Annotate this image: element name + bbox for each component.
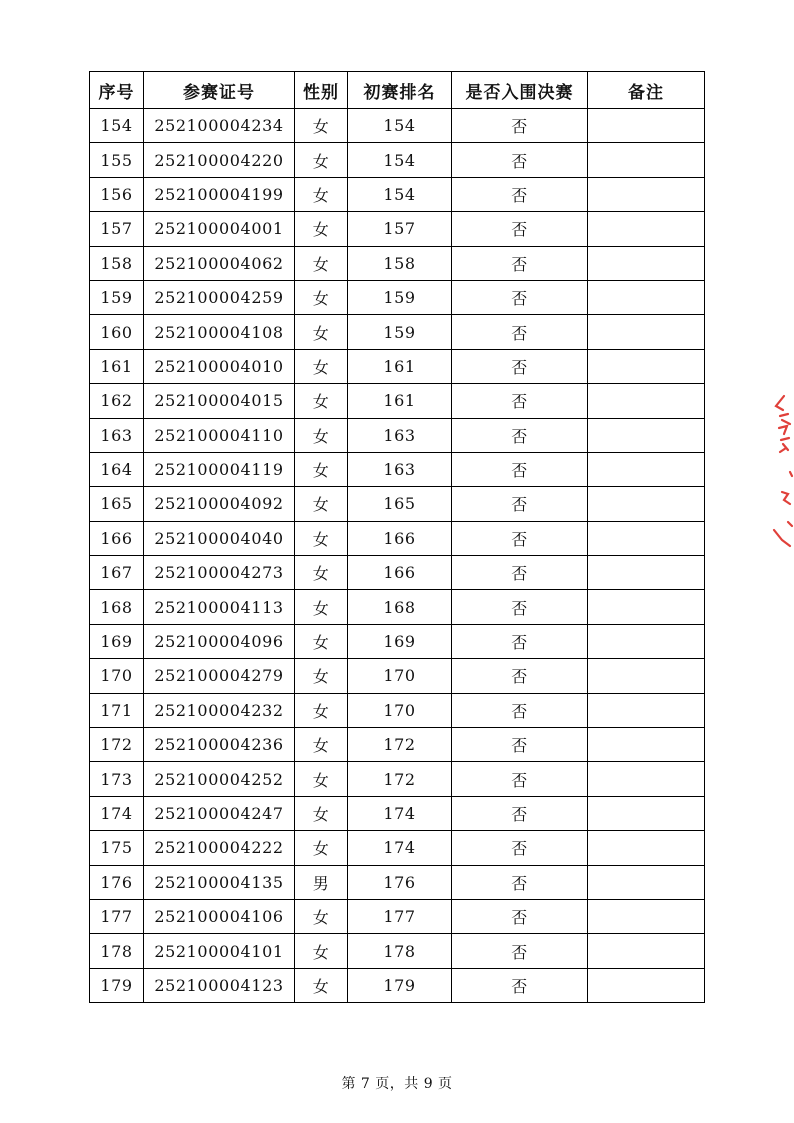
cell-remarks bbox=[588, 556, 705, 590]
cell-gender: 女 bbox=[295, 418, 348, 452]
cell-seq: 170 bbox=[90, 659, 144, 693]
cell-entry-id: 252100004092 bbox=[144, 487, 295, 521]
cell-remarks bbox=[588, 212, 705, 246]
cell-seq: 162 bbox=[90, 384, 144, 418]
cell-remarks bbox=[588, 831, 705, 865]
cell-gender: 女 bbox=[295, 315, 348, 349]
header-finalist: 是否入围决赛 bbox=[452, 72, 588, 109]
cell-remarks bbox=[588, 762, 705, 796]
table-row bbox=[90, 934, 705, 968]
cell-finalist: 否 bbox=[452, 865, 588, 899]
table-row bbox=[90, 728, 705, 762]
cell-seq: 157 bbox=[90, 212, 144, 246]
cell-entry-id: 252100004113 bbox=[144, 590, 295, 624]
page-footer: 第 7 页，共 9 页 bbox=[341, 1076, 453, 1092]
cell-prelim-rank: 179 bbox=[348, 968, 452, 1002]
cell-finalist: 否 bbox=[452, 521, 588, 555]
cell-remarks bbox=[588, 659, 705, 693]
cell-prelim-rank: 172 bbox=[348, 728, 452, 762]
cell-finalist: 否 bbox=[452, 418, 588, 452]
cell-seq: 155 bbox=[90, 143, 144, 177]
cell-entry-id: 252100004123 bbox=[144, 968, 295, 1002]
cell-seq: 166 bbox=[90, 521, 144, 555]
cell-prelim-rank: 166 bbox=[348, 556, 452, 590]
cell-finalist: 否 bbox=[452, 109, 588, 143]
cell-prelim-rank: 154 bbox=[348, 177, 452, 211]
table-row bbox=[90, 556, 705, 590]
cell-gender: 女 bbox=[295, 899, 348, 933]
table-body bbox=[90, 109, 705, 1003]
cell-remarks bbox=[588, 143, 705, 177]
cell-prelim-rank: 163 bbox=[348, 452, 452, 486]
cell-entry-id: 252100004010 bbox=[144, 349, 295, 383]
cell-finalist: 否 bbox=[452, 831, 588, 865]
cell-prelim-rank: 165 bbox=[348, 487, 452, 521]
cell-finalist: 否 bbox=[452, 728, 588, 762]
cell-remarks bbox=[588, 315, 705, 349]
table-row bbox=[90, 762, 705, 796]
cell-prelim-rank: 174 bbox=[348, 796, 452, 830]
cell-remarks bbox=[588, 934, 705, 968]
cell-remarks bbox=[588, 693, 705, 727]
cell-gender: 女 bbox=[295, 590, 348, 624]
cell-prelim-rank: 168 bbox=[348, 590, 452, 624]
cell-remarks bbox=[588, 177, 705, 211]
cell-remarks bbox=[588, 899, 705, 933]
table-row bbox=[90, 968, 705, 1002]
table-row bbox=[90, 624, 705, 658]
cell-seq: 168 bbox=[90, 590, 144, 624]
cell-remarks bbox=[588, 624, 705, 658]
cell-seq: 171 bbox=[90, 693, 144, 727]
cell-seq: 167 bbox=[90, 556, 144, 590]
cell-finalist: 否 bbox=[452, 384, 588, 418]
cell-prelim-rank: 163 bbox=[348, 418, 452, 452]
cell-gender: 女 bbox=[295, 487, 348, 521]
table-row bbox=[90, 349, 705, 383]
cell-finalist: 否 bbox=[452, 693, 588, 727]
cell-gender: 女 bbox=[295, 556, 348, 590]
cell-prelim-rank: 172 bbox=[348, 762, 452, 796]
cell-gender: 女 bbox=[295, 659, 348, 693]
cell-gender: 女 bbox=[295, 831, 348, 865]
cell-finalist: 否 bbox=[452, 143, 588, 177]
cell-gender: 女 bbox=[295, 384, 348, 418]
cell-gender: 女 bbox=[295, 693, 348, 727]
cell-remarks bbox=[588, 968, 705, 1002]
cell-prelim-rank: 154 bbox=[348, 143, 452, 177]
cell-remarks bbox=[588, 487, 705, 521]
cell-prelim-rank: 159 bbox=[348, 315, 452, 349]
cell-prelim-rank: 154 bbox=[348, 109, 452, 143]
cell-prelim-rank: 166 bbox=[348, 521, 452, 555]
cell-entry-id: 252100004273 bbox=[144, 556, 295, 590]
cell-finalist: 否 bbox=[452, 246, 588, 280]
red-seal-stamp bbox=[770, 390, 794, 550]
cell-seq: 176 bbox=[90, 865, 144, 899]
cell-seq: 154 bbox=[90, 109, 144, 143]
cell-gender: 女 bbox=[295, 521, 348, 555]
cell-remarks bbox=[588, 521, 705, 555]
cell-entry-id: 252100004199 bbox=[144, 177, 295, 211]
header-gender: 性别 bbox=[295, 72, 348, 109]
table-row bbox=[90, 659, 705, 693]
cell-entry-id: 252100004101 bbox=[144, 934, 295, 968]
cell-gender: 女 bbox=[295, 624, 348, 658]
table-row bbox=[90, 865, 705, 899]
cell-prelim-rank: 174 bbox=[348, 831, 452, 865]
table-row bbox=[90, 521, 705, 555]
cell-prelim-rank: 169 bbox=[348, 624, 452, 658]
cell-prelim-rank: 170 bbox=[348, 659, 452, 693]
cell-seq: 164 bbox=[90, 452, 144, 486]
cell-entry-id: 252100004001 bbox=[144, 212, 295, 246]
cell-gender: 女 bbox=[295, 934, 348, 968]
cell-entry-id: 252100004015 bbox=[144, 384, 295, 418]
table-row bbox=[90, 899, 705, 933]
cell-remarks bbox=[588, 796, 705, 830]
cell-entry-id: 252100004119 bbox=[144, 452, 295, 486]
cell-seq: 175 bbox=[90, 831, 144, 865]
cell-entry-id: 252100004040 bbox=[144, 521, 295, 555]
cell-finalist: 否 bbox=[452, 280, 588, 314]
cell-gender: 女 bbox=[295, 177, 348, 211]
table-row bbox=[90, 796, 705, 830]
cell-seq: 158 bbox=[90, 246, 144, 280]
cell-finalist: 否 bbox=[452, 899, 588, 933]
table-row bbox=[90, 590, 705, 624]
table-row bbox=[90, 384, 705, 418]
cell-entry-id: 252100004236 bbox=[144, 728, 295, 762]
cell-seq: 161 bbox=[90, 349, 144, 383]
cell-gender: 女 bbox=[295, 968, 348, 1002]
cell-seq: 163 bbox=[90, 418, 144, 452]
cell-remarks bbox=[588, 384, 705, 418]
cell-prelim-rank: 170 bbox=[348, 693, 452, 727]
cell-gender: 男 bbox=[295, 865, 348, 899]
cell-finalist: 否 bbox=[452, 659, 588, 693]
cell-gender: 女 bbox=[295, 762, 348, 796]
cell-finalist: 否 bbox=[452, 762, 588, 796]
cell-prelim-rank: 178 bbox=[348, 934, 452, 968]
table-row bbox=[90, 143, 705, 177]
cell-entry-id: 252100004234 bbox=[144, 109, 295, 143]
cell-entry-id: 252100004247 bbox=[144, 796, 295, 830]
cell-remarks bbox=[588, 728, 705, 762]
header-row bbox=[90, 72, 705, 109]
cell-remarks bbox=[588, 349, 705, 383]
cell-finalist: 否 bbox=[452, 968, 588, 1002]
cell-gender: 女 bbox=[295, 212, 348, 246]
table-row bbox=[90, 452, 705, 486]
cell-seq: 172 bbox=[90, 728, 144, 762]
cell-seq: 169 bbox=[90, 624, 144, 658]
cell-entry-id: 252100004110 bbox=[144, 418, 295, 452]
cell-gender: 女 bbox=[295, 109, 348, 143]
cell-gender: 女 bbox=[295, 796, 348, 830]
table-header bbox=[90, 72, 705, 109]
cell-seq: 165 bbox=[90, 487, 144, 521]
cell-entry-id: 252100004106 bbox=[144, 899, 295, 933]
cell-entry-id: 252100004259 bbox=[144, 280, 295, 314]
cell-entry-id: 252100004062 bbox=[144, 246, 295, 280]
table-row bbox=[90, 315, 705, 349]
cell-entry-id: 252100004108 bbox=[144, 315, 295, 349]
cell-prelim-rank: 161 bbox=[348, 349, 452, 383]
cell-prelim-rank: 161 bbox=[348, 384, 452, 418]
cell-entry-id: 252100004096 bbox=[144, 624, 295, 658]
cell-finalist: 否 bbox=[452, 177, 588, 211]
cell-gender: 女 bbox=[295, 143, 348, 177]
cell-prelim-rank: 176 bbox=[348, 865, 452, 899]
table-row bbox=[90, 246, 705, 280]
cell-prelim-rank: 159 bbox=[348, 280, 452, 314]
table-row bbox=[90, 280, 705, 314]
cell-remarks bbox=[588, 246, 705, 280]
header-prelim-rank: 初赛排名 bbox=[348, 72, 452, 109]
cell-prelim-rank: 158 bbox=[348, 246, 452, 280]
cell-entry-id: 252100004222 bbox=[144, 831, 295, 865]
cell-finalist: 否 bbox=[452, 624, 588, 658]
header-entry-id: 参赛证号 bbox=[144, 72, 295, 109]
cell-finalist: 否 bbox=[452, 934, 588, 968]
cell-gender: 女 bbox=[295, 246, 348, 280]
table-row bbox=[90, 212, 705, 246]
cell-finalist: 否 bbox=[452, 556, 588, 590]
cell-seq: 174 bbox=[90, 796, 144, 830]
cell-remarks bbox=[588, 452, 705, 486]
cell-seq: 178 bbox=[90, 934, 144, 968]
cell-finalist: 否 bbox=[452, 487, 588, 521]
table-row bbox=[90, 487, 705, 521]
table-row bbox=[90, 831, 705, 865]
table-row bbox=[90, 109, 705, 143]
cell-finalist: 否 bbox=[452, 796, 588, 830]
cell-gender: 女 bbox=[295, 452, 348, 486]
cell-remarks bbox=[588, 109, 705, 143]
cell-finalist: 否 bbox=[452, 212, 588, 246]
cell-finalist: 否 bbox=[452, 590, 588, 624]
cell-entry-id: 252100004232 bbox=[144, 693, 295, 727]
cell-remarks bbox=[588, 418, 705, 452]
cell-seq: 160 bbox=[90, 315, 144, 349]
cell-seq: 179 bbox=[90, 968, 144, 1002]
cell-entry-id: 252100004135 bbox=[144, 865, 295, 899]
cell-gender: 女 bbox=[295, 280, 348, 314]
cell-seq: 177 bbox=[90, 899, 144, 933]
cell-finalist: 否 bbox=[452, 315, 588, 349]
cell-gender: 女 bbox=[295, 349, 348, 383]
cell-entry-id: 252100004279 bbox=[144, 659, 295, 693]
cell-prelim-rank: 177 bbox=[348, 899, 452, 933]
results-table bbox=[89, 71, 705, 1003]
header-remarks: 备注 bbox=[588, 72, 705, 109]
cell-remarks bbox=[588, 590, 705, 624]
cell-seq: 156 bbox=[90, 177, 144, 211]
table-row bbox=[90, 418, 705, 452]
cell-entry-id: 252100004220 bbox=[144, 143, 295, 177]
cell-remarks bbox=[588, 865, 705, 899]
cell-gender: 女 bbox=[295, 728, 348, 762]
cell-finalist: 否 bbox=[452, 452, 588, 486]
table-row bbox=[90, 177, 705, 211]
cell-prelim-rank: 157 bbox=[348, 212, 452, 246]
cell-finalist: 否 bbox=[452, 349, 588, 383]
cell-seq: 173 bbox=[90, 762, 144, 796]
table-row bbox=[90, 693, 705, 727]
header-seq: 序号 bbox=[90, 72, 144, 109]
cell-seq: 159 bbox=[90, 280, 144, 314]
cell-remarks bbox=[588, 280, 705, 314]
cell-entry-id: 252100004252 bbox=[144, 762, 295, 796]
